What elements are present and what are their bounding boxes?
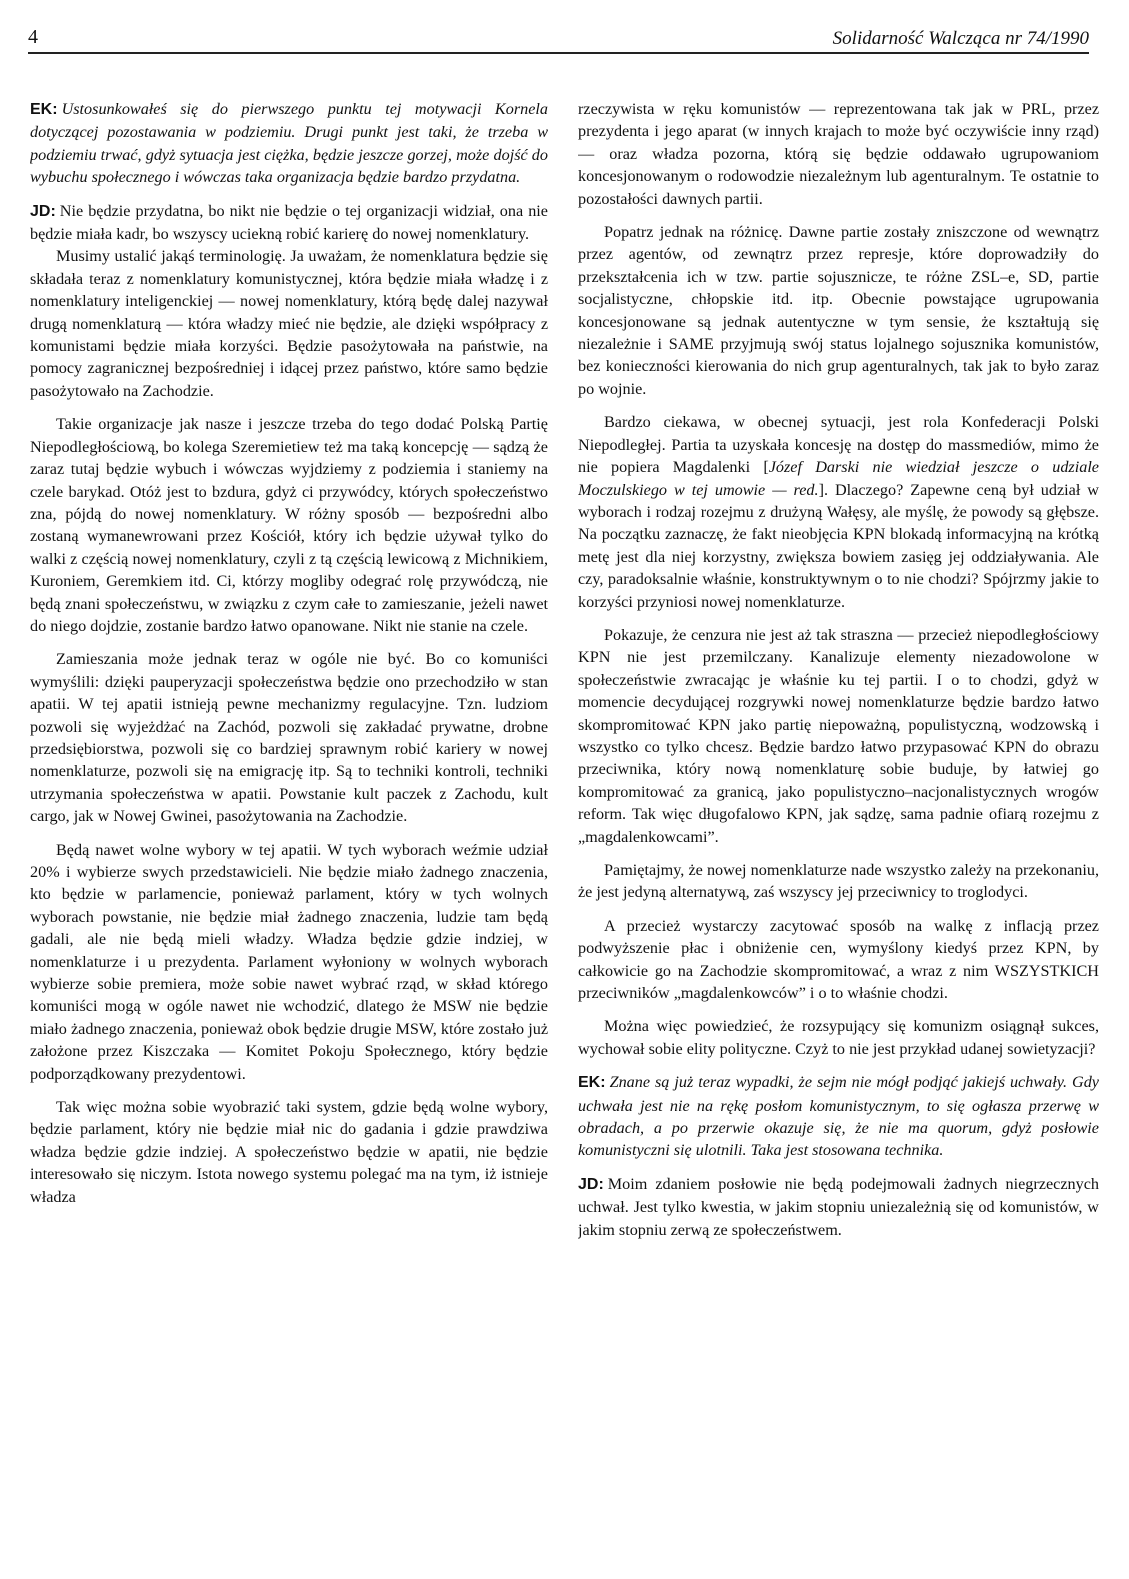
- paragraph: Pamiętajmy, że nowej nomenklaturze nade wszystko zależy na przekonaniu, że jest jedyną alternatywą, zaś wszyscy jej przeciwnicy to troglodyci.: [578, 861, 1099, 902]
- editorial-note: Józef Darski nie wiedział jeszcze o udziale Moczulskiego w tej umowie — red.: [578, 458, 1099, 499]
- interview-question: [578, 1071, 1099, 1162]
- page-number: 4: [28, 26, 38, 48]
- left-column: [30, 98, 548, 1568]
- speaker-label: EK:: [578, 1074, 606, 1092]
- right-column: [578, 98, 1099, 1568]
- interview-answer: [30, 200, 548, 246]
- interview-answer: [578, 1173, 1099, 1241]
- paragraph-text: Bardzo ciekawa, w obecnej sytuacji, jest rola Konfederacji Polski Niepodległej. Partia ta uzyskała koncesję na dostęp do massmediów, mimo że nie popiera Magdalenki [: [578, 413, 1099, 477]
- paragraph: Tak więc można sobie wyobrazić taki system, gdzie będą wolne wybory, będzie parlament, który nie będzie miał nic do gadania i gdzie prawdziwa władza będzie gdzie indziej. A społeczeństwo będzie w apatii, nie będzie interesowało się niczym. Istota nowego systemu polegać ma na tym, iż istnieje władza: [30, 1098, 548, 1206]
- answer-text: Nie będzie przydatna, bo nikt nie będzie o tej organizacji widział, ona nie będzie miała kadr, bo wszyscy uciekną robić karierę do nowej nomenklatury.: [30, 201, 548, 244]
- paragraph-text: ]. Dlaczego? Zapewne ceną był udział w wyborach i rodzaj rozejmu z drużyną Wałęsy, ale myślę, że powody są głębsze. Na początku zaznaczę, że fakt nieobjęcia KPN blokadą informacyjną na krótką metę jest dla niej korzystny, zwiększa bowiem zasięg jej oddziaływania. Ale czy, paradoksalnie właśnie, konstruktywnym o to nie chodzi? Spójrzmy jakie to korzyści przyniosi nowej nomenklaturze.: [578, 480, 1099, 611]
- speaker-label: EK:: [30, 101, 58, 118]
- paragraph: Pokazuje, że cenzura nie jest aż tak straszna — przecież niepodległościowy KPN nie jest przemilczany. Kanalizuje elementy niezadowolone w społeczeństwie zwracając je właśnie ku tej partii. I o to chodzi, gdyż w momencie decydującej rozgrywki nowej nomenklaturze będzie bardzo łatwo skompromitować KPN jako partię niepoważną, populistyczną, wodzowską i wszystko co tylko chcesz. Będzie bardzo łatwo przypasować KPN do obrazu przeciwnika, który nową nomenklaturę sobie buduje, by łatwiej go kompromitować za granicą, jako populistyczno–nacjonalistycznych wrogów reform. Tak więc długofalowo KPN, jak sądzę, sama padnie ofiarą rozejmu z „magdalenkowcami”.: [578, 625, 1099, 846]
- running-title: Solidarność Walcząca nr 74/1990: [832, 28, 1089, 49]
- paragraph: [578, 411, 1099, 613]
- speaker-label: JD:: [30, 202, 56, 220]
- question-text: Znane są już teraz wypadki, że sejm nie mógł podjąć jakiejś uchwały. Gdy uchwała jest nie na rękę posłom komunistycznym, to się ogłasza przerwę w obradach, a po przerwie okazuje się, że nie ma quorum, gdyż posłowie komunistyczni się ulotnili. Taka jest stosowana technika.: [578, 1073, 1099, 1160]
- paragraph: Będą nawet wolne wybory w tej apatii. W tych wyborach weźmie udział 20% i wybierze swych przedstawicieli. Nie będzie miało żadnego znaczenia, kto będzie w parlamencie, ponieważ parlament, który w tych wolnych wyborach powstanie, nie będzie miał żadnego znaczenia, ludzie tam będą gadali, ale nie będą mieli władzy. Władza będzie gdzie indziej, w nomenklaturze i u prezydenta. Parlament wyłoniony w wolnych wyborach wybierze sobie premiera, może sobie nawet wybrać rząd, w skład którego komuniści mogą w ogóle nawet nie wchodzić, dlatego że MSW nie będzie miało żadnego znaczenia, ponieważ obok będzie drugie MSW, które zostało już założone przez Kiszczaka — Komitet Pokoju Społecznego, który będzie podporządkowany prezydentowi.: [30, 840, 548, 1083]
- paragraph: A przecież wystarczy zacytować sposób na walkę z inflacją przez podwyższenie płac i obniżenie cen, wymyślony kiedyś przez KPN, by całkowicie go na Zachodzie skompromitować, a wraz z nim WSZYSTKICH przeciwników „magdalenkowców” i o to właśnie chodzi.: [578, 916, 1099, 1003]
- header-rule: [28, 52, 1089, 54]
- answer-text: Moim zdaniem posłowie nie będą podejmowali żadnych niegrzecznych uchwał. Jest tylko kwestia, w jakim stopniu uniezależnią się od komunistów, w jakim stopniu zerwą ze społeczeństwem.: [578, 1174, 1099, 1239]
- paragraph: rzeczywista w ręku komunistów — reprezentowana tak jak w PRL, przez prezydenta i jego aparat (w innych krajach to może być oczywiście inny rząd) — oraz władza pozorna, którą się będzie oddawało ugrupowaniom koncesjonowanym o rodowodzie niezależnym lub agenturalnym. Te ostatnie to pozostałości dawnych partii.: [578, 100, 1099, 208]
- page-header: [28, 26, 1089, 54]
- paragraph: Popatrz jednak na różnicę. Dawne partie zostały zniszczone od wewnątrz przez agentów, od zewnątrz przez represje, które doprowadziły do przekształcenia ich w tzw. partie sojusznicze, te różne ZSL–e, SD, partie socjalistyczne, chłopskie itd. itp. Obecnie powstające ugrupowania koncesjonowane są jednak autentyczne w tym sensie, że kształtują się niezależnie i SAME przyjmują swój status lojalnego sojusznika komunistów, bez konieczności kierowania do nich grup agenturalnych, tak jak to było zaraz po wojnie.: [578, 223, 1099, 398]
- speaker-label: JD:: [578, 1175, 604, 1193]
- paragraph: Musimy ustalić jakąś terminologię. Ja uważam, że nomenklatura będzie się składała teraz z nomenklatury komunistycznej, która będzie miała władzę i z nomenklatury inteligenckiej — nowej nomenklatury, którą będę dalej nazywał drugą nomenklaturą — która władzy mieć nie będzie, ale dzięki współpracy z komunistami będzie miała korzyści. Będzie pasożytowała na państwie, na pomocy zagranicznej bezpośredniej i idącej przez państwo, które samo będzie pasożytowało na Zachodzie.: [30, 247, 548, 400]
- paragraph: Można więc powiedzieć, że rozsypujący się komunizm osiągnął sukces, wychował sobie elity polityczne. Czyż to nie jest przykład udanej sowietyzacji?: [578, 1017, 1099, 1058]
- interview-question: [30, 98, 548, 189]
- paragraph: Zamieszania może jednak teraz w ogóle nie być. Bo co komuniści wymyślili: dzięki pauperyzacji społeczeństwa będzie ono przechodziło w stan apatii. W tej apatii istnieją pewne mechanizmy regulacyjne. Tzn. ludziom pozwoli się wyjeżdżać na Zachód, pozwoli się zakładać prywatne, drobne przedsiębiorstwa, pozwoli się co bardziej sprawnym robić kariery w nowej nomenklaturze, pozwoli się na emigrację itp. Są to techniki kontroli, techniki utrzymania społeczeństwa w apatii. Powstanie kult paczek z Zachodu, kult cargo, jak w Nowej Gwinei, pasożytowania na Zachodzie.: [30, 650, 548, 826]
- paragraph: Takie organizacje jak nasze i jeszcze trzeba do tego dodać Polską Partię Niepodległościową, bo kolega Szeremietiew też ma taką koncepcję — sądzą że zaraz tutaj będzie wybuch i wówczas wyjdziemy z podziemia i staniemy na czele barykad. Otóż jest to bzdura, gdyż ci przywódcy, których społeczeństwo zna, pójdą do nowej nomenklatury. W różny sposób — bezpośredni albo zostaną wymanewrowani przez Kościół, który ich będzie używał tylko do walki z częścią nowej nomenklatury, czyli z tą częścią lewicową z Michnikiem, Kuroniem, Geremkiem itd. Ci, którzy mogliby odegrać rolę przywódczą, nie będą znani społeczeństwu, w związku z czym całe to zamieszanie, jeżeli nawet do niego dojdzie, zostanie bardzo łatwo opanowane. Nikt nie stanie na czele.: [30, 415, 548, 635]
- question-text: Ustosunkowałeś się do pierwszego punktu tej motywacji Kornela dotyczącej pozostawania w podziemiu. Drugi punkt jest taki, że trzeba w podziemiu trwać, gdyż sytuacja jest ciężka, będzie jeszcze gorzej, może dojść do wybuchu społecznego i wówczas taka organizacja będzie bardzo przydatna.: [30, 100, 548, 187]
